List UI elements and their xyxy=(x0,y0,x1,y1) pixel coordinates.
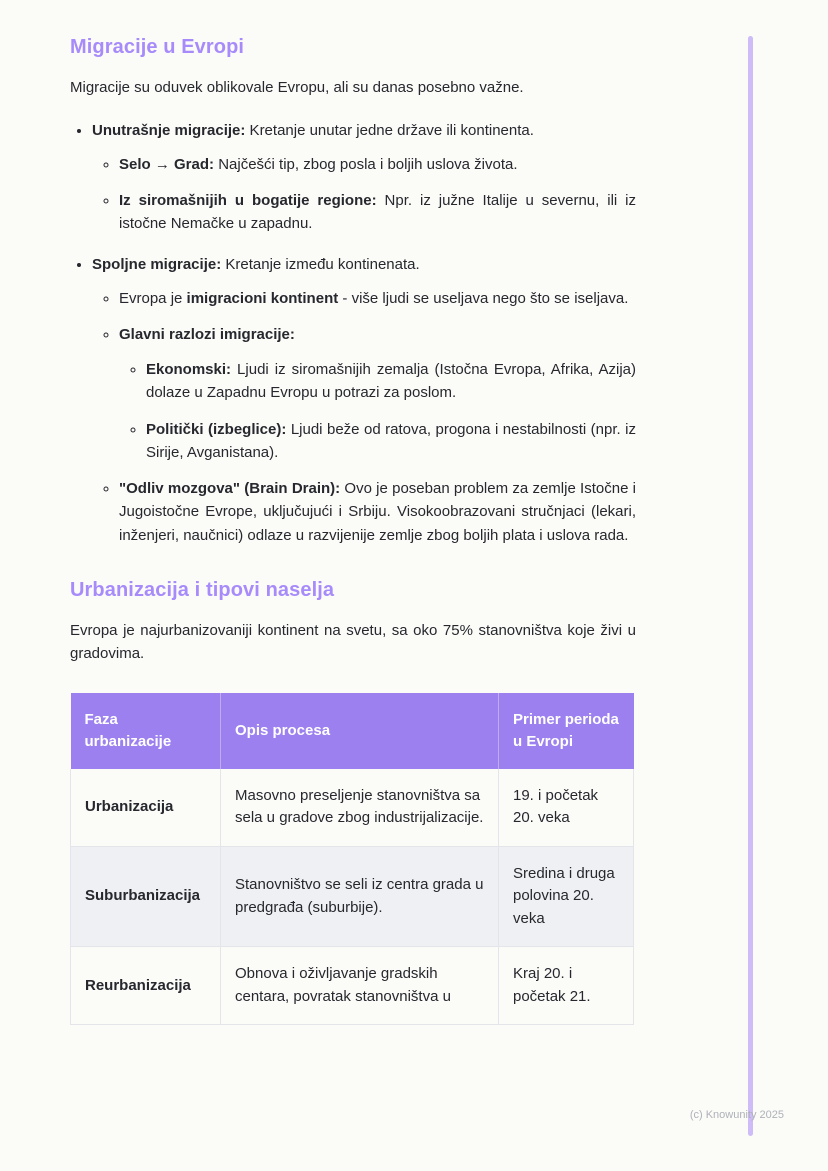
text-run: Ljudi iz siromašnijih zemalja (Istočna Evropa, Afrika, Azija) dolaze u Zapadnu Evropu u potrazi za poslom. xyxy=(146,361,636,402)
cell-opis: Masovno preseljenje stanovništva sa sela u gradove zbog industrijalizacije. xyxy=(221,769,499,847)
list-item-brain-drain xyxy=(119,477,636,547)
text-bold-run: Selo → Grad: xyxy=(119,155,215,173)
table-header-faza: Faza urbanizacije xyxy=(71,693,221,769)
text-bold-run: Iz siromašnijih u bogatije regione: xyxy=(119,191,377,209)
cell-faza: Reurbanizacija xyxy=(71,947,221,1025)
section-title-urbanizacija: Urbanizacija i tipovi naselja xyxy=(70,578,335,601)
text-run: Kretanje između kontinenata. xyxy=(221,256,420,274)
sublist-spoljne xyxy=(92,287,636,547)
text-run: Evropa je xyxy=(119,289,187,307)
text-run: Ovo je poseban problem za zemlje Istočne i Jugoistočne Evrope, uključujući i Srbiju. Visokoobrazovani stručnjaci (lekari, inženjeri, naučnici) odlaze u razvijenije zemlje zbog boljih plata i uslova rada. xyxy=(119,480,636,544)
table-body xyxy=(71,769,634,1025)
text-run: Ljudi beže od ratova, progona i nestabilnosti (npr. iz Sirije, Avganistana). xyxy=(146,420,636,461)
cell-period: Kraj 20. i početak 21. xyxy=(499,947,634,1025)
list-item-regioni xyxy=(119,189,636,236)
cell-opis: Stanovništvo se seli iz centra grada u predgrađa (suburbije). xyxy=(221,846,499,947)
document-content xyxy=(70,36,636,1025)
text-bold-run: Politički (izbeglice): xyxy=(146,420,287,438)
text-run: Kretanje unutar jedne države ili kontinenta. xyxy=(245,122,534,140)
table-row xyxy=(71,769,634,847)
table-header-opis: Opis procesa xyxy=(221,693,499,769)
urbanization-table xyxy=(70,693,634,1025)
table-header-row xyxy=(71,693,634,769)
text-bold-run: Glavni razlozi imigracije: xyxy=(119,325,295,343)
text-run: Npr. iz južne Italije u severnu, ili iz istočne Nemačke u zapadnu. xyxy=(119,191,636,232)
list-item-imigracioni xyxy=(119,287,636,310)
urbanization-table-wrap xyxy=(70,693,636,1025)
migration-list xyxy=(70,119,636,547)
list-item-selo-grad xyxy=(119,153,636,176)
table-row xyxy=(71,947,634,1025)
section-title-migracije: Migracije u Evropi xyxy=(70,36,245,58)
text-bold-run: "Odliv mozgova" (Brain Drain): xyxy=(119,480,341,497)
sublist-unutrasnje xyxy=(92,153,636,236)
list-item-ekonomski xyxy=(146,358,636,405)
cell-period: Sredina i druga polovina 20. veka xyxy=(499,846,634,947)
list-item-spoljne xyxy=(92,253,636,547)
text-bold-run: Ekonomski: xyxy=(146,361,232,378)
text-run: - više ljudi se useljava nego što se iseljava. xyxy=(338,289,629,307)
list-item-razlozi xyxy=(119,323,636,464)
table-head xyxy=(71,693,634,769)
text-bold-run: imigracioni kontinent xyxy=(186,289,339,307)
right-accent-line xyxy=(748,36,753,1136)
text-bold-run: Unutrašnje migracije: xyxy=(92,122,246,140)
cell-opis: Obnova i oživljavanje gradskih centara, povratak stanovništva u xyxy=(221,947,499,1025)
table-row xyxy=(71,846,634,947)
list-item-politicki xyxy=(146,418,636,465)
list-item-unutrasnje xyxy=(92,119,636,235)
urbanization-paragraph: Evropa je najurbanizovaniji kontinent na svetu, sa oko 75% stanovništva koje živi u gradovima. xyxy=(70,621,636,662)
cell-faza: Suburbanizacija xyxy=(71,846,221,947)
watermark: (c) Knowunity 2025 xyxy=(689,1109,784,1121)
cell-period: 19. i početak 20. veka xyxy=(499,769,634,847)
cell-faza: Urbanizacija xyxy=(71,769,221,847)
text-bold-run: Spoljne migracije: xyxy=(92,256,222,274)
table-header-period: Primer perioda u Evropi xyxy=(499,693,634,769)
intro-paragraph: Migracije su oduvek oblikovale Evropu, ali su danas posebno važne. xyxy=(70,79,524,96)
text-run: Najčešći tip, zbog posla i boljih uslova života. xyxy=(214,155,518,173)
sublist-razlozi xyxy=(119,358,636,464)
